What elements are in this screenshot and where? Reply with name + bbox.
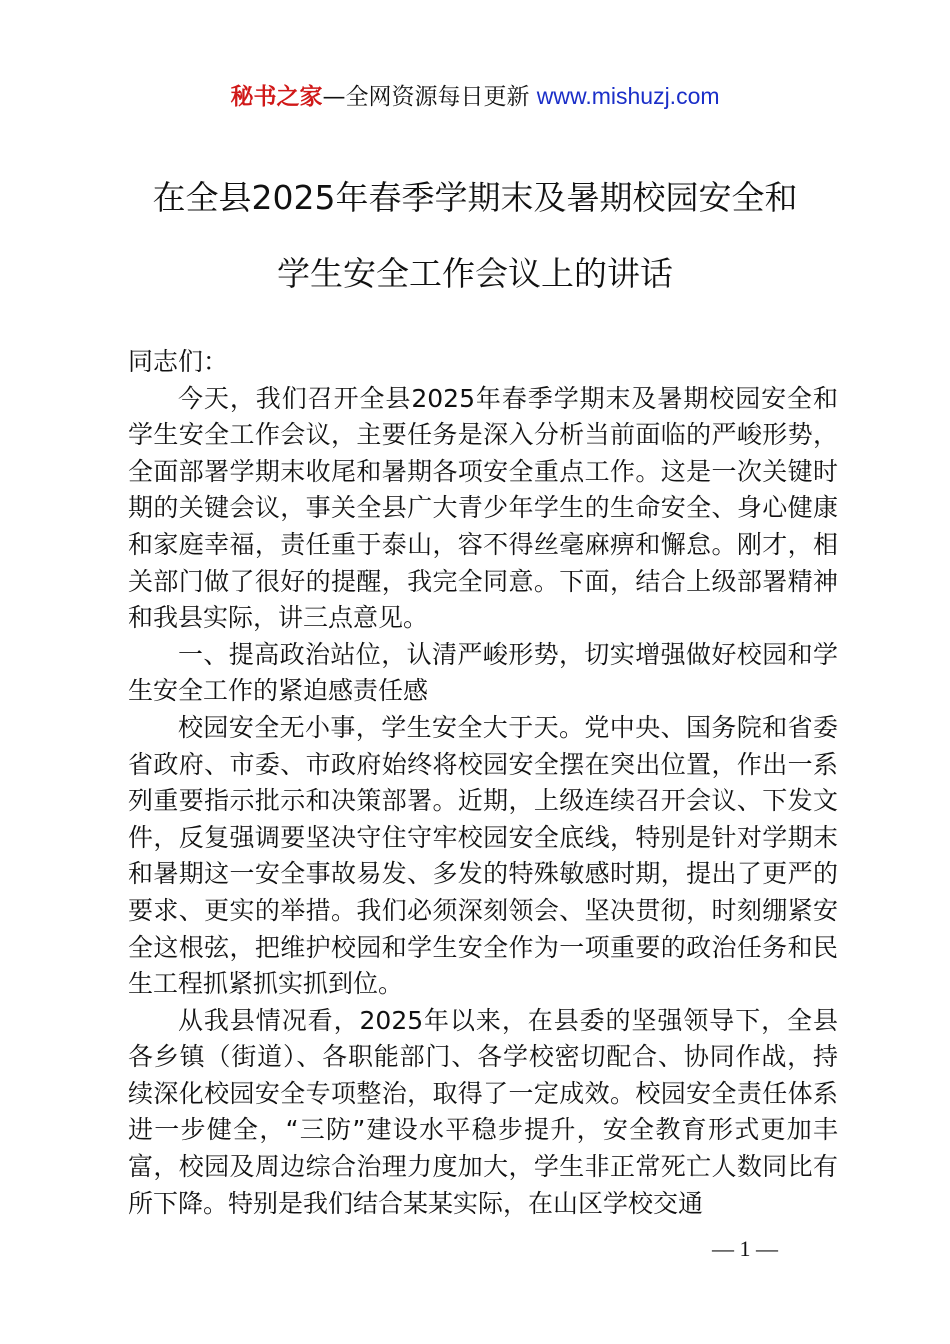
title-line-2: 学生安全工作会议上的讲话 bbox=[277, 254, 673, 293]
banner-slogan: —全网资源每日更新 bbox=[322, 84, 537, 110]
paragraph-3: 从我县情况看，2025年以来，在县委的坚强领导下，全县各乡镇（街道）、各职能部门、各学校密切配合、协同作战，持续深化校园安全专项整治，取得了一定成效。校园安全责任体系进一步健全，“三防”建设水平稳步提升，安全教育形式更加丰富，校园及周边综合治理力度加大，学生非正常死亡人数同比有所下降。特别是我们结合某某实际，在山区学校交通 bbox=[128, 1005, 838, 1218]
paragraph-intro: 今天，我们召开全县2025年春季学期末及暑期校园安全和学生安全工作会议，主要任务是深入分析当前面临的严峻形势，全面部署学期末收尾和暑期各项安全重点工作。这是一次关键时期的关键会议，事关全县广大青少年学生的生命安全、身心健康和家庭幸福，责任重于泰山，容不得丝毫麻痹和懈怠。刚才，相关部门做了很好的提醒，我完全同意。下面，结合上级部署精神和我县实际，讲三点意见。 bbox=[128, 383, 838, 633]
section-heading-1: 一、提高政治站位，认清严峻形势，切实增强做好校园和学生安全工作的紧迫感责任感 bbox=[128, 639, 838, 706]
title-line-1: 在全县2025年春季学期末及暑期校园安全和 bbox=[152, 178, 798, 217]
salutation: 同志们： bbox=[128, 347, 229, 376]
paragraph-2: 校园安全无小事，学生安全大于天。党中央、国务院和省委省政府、市委、市政府始终将校园安全摆在突出位置，作出一系列重要指示批示和决策部署。近期，上级连续召开会议、下发文件，反复强调要坚决守住守牢校园安全底线，特别是针对学期末和暑期这一安全事故易发、多发的特殊敏感时期，提出了更严的要求、更实的举措。我们必须深刻领会、坚决贯彻，时刻绷紧安全这根弦，把维护校园和学生安全作为一项重要的政治任务和民生工程抓紧抓实抓到位。 bbox=[128, 712, 838, 999]
brand-name: 秘书之家 bbox=[230, 84, 323, 110]
site-banner bbox=[0, 80, 950, 113]
banner-url[interactable]: www.mishuzj.com bbox=[536, 83, 720, 109]
page-number: — 1 — bbox=[712, 1236, 778, 1261]
document-body bbox=[128, 344, 838, 1222]
document-title bbox=[60, 160, 890, 312]
